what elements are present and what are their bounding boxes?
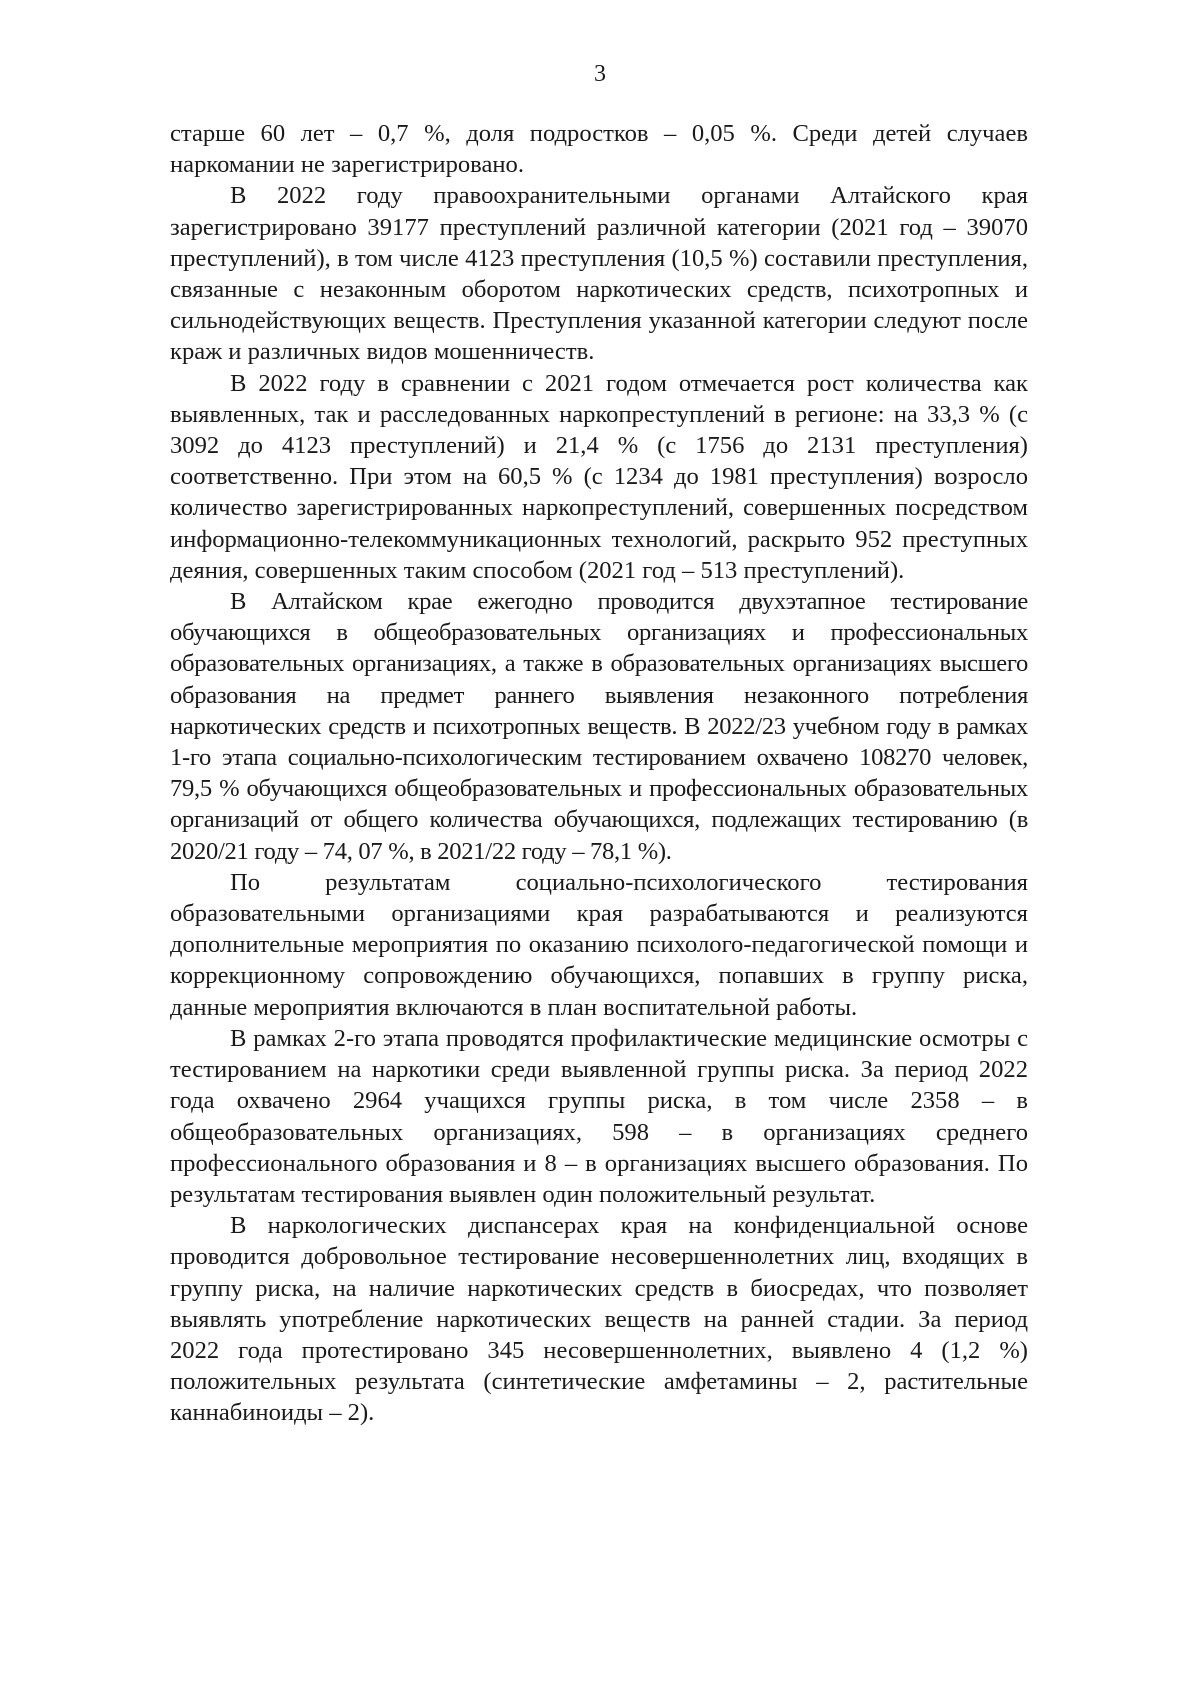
paragraph-continuation: старше 60 лет – 0,7 %, доля подростков – 0,05 %. Среди детей случаев наркомании не зарегистрировано. (170, 120, 1028, 179)
paragraph-second-stage: В рамках 2-го этапа проводятся профилактические медицинские осмотры с тестированием на наркотики среди выявленной группы риска. За период 2022 года охвачено 2964 учащихся группы риска, в том числе 2358 – в общеобразовательных организациях, 598 – в организациях среднего профессионального образования и 8 – в организациях высшего образования. По результатам тестирования выявлен один положительный результат. (170, 1024, 1028, 1208)
paragraph-student-testing: В Алтайском крае ежегодно проводится двухэтапное тестирование обучающихся в общеобразовательных организациях и профессиональных образовательных организациях, а также в образовательных организациях высшего образования на предмет раннего выявления незаконного потребления наркотических средств и психотропных веществ. В 2022/23 учебном году в рамках 1-го этапа социально-психологическим тестированием охвачено 108270 человек, 79,5 % обучающихся общеобразовательных и профессиональных образовательных организаций от общего количества обучающихся, подлежащих тестированию (в 2020/21 году – 74, 07 %, в 2021/22 году – 78,1 %). (170, 588, 1028, 865)
paragraph-testing-results: По результатам социально-психологического тестирования образовательными организациями края разрабатываются и реализуются дополнительные мероприятия по оказанию психолого-педагогической помощи и коррекционному сопровождению обучающихся, попавших в группу риска, данные мероприятия включаются в план воспитательной работы. (170, 868, 1028, 1021)
paragraph-drug-crime-growth: В 2022 году в сравнении с 2021 годом отмечается рост количества как выявленных, так и расследованных наркопреступлений в регионе: на 33,3 % (с 3092 до 4123 преступлений) и 21,4 % (с 1756 до 2131 преступления) соответственно. При этом на 60,5 % (с 1234 до 1981 преступления) возросло количество зарегистрированных наркопреступлений, совершенных посредством информационно-телекоммуникационных технологий, раскрыто 952 преступных деяния, совершенных таким способом (2021 год – 513 преступлений). (170, 369, 1028, 584)
paragraph-narcology-dispensaries: В наркологических диспансерах края на конфиденциальной основе проводится добровольное тестирование несовершеннолетних лиц, входящих в группу риска, на наличие наркотических средств в биосредах, что позволяет выявлять употребление наркотических веществ на ранней стадии. За период 2022 года протестировано 345 несовершеннолетних, выявлено 4 (1,2 %) положительных результата (синтетические амфетамины – 2, растительные каннабиноиды – 2). (170, 1212, 1028, 1427)
paragraph-crime-statistics: В 2022 году правоохранительными органами Алтайского края зарегистрировано 39177 преступлений различной категории (2021 год – 39070 преступлений), в том числе 4123 преступления (10,5 %) составили преступления, связанные с незаконным оборотом наркотических средств, психотропных и сильнодействующих веществ. Преступления указанной категории следуют после краж и различных видов мошенничеств. (170, 182, 1028, 366)
document-body (170, 118, 1028, 1429)
page-number: 3 (594, 61, 606, 87)
